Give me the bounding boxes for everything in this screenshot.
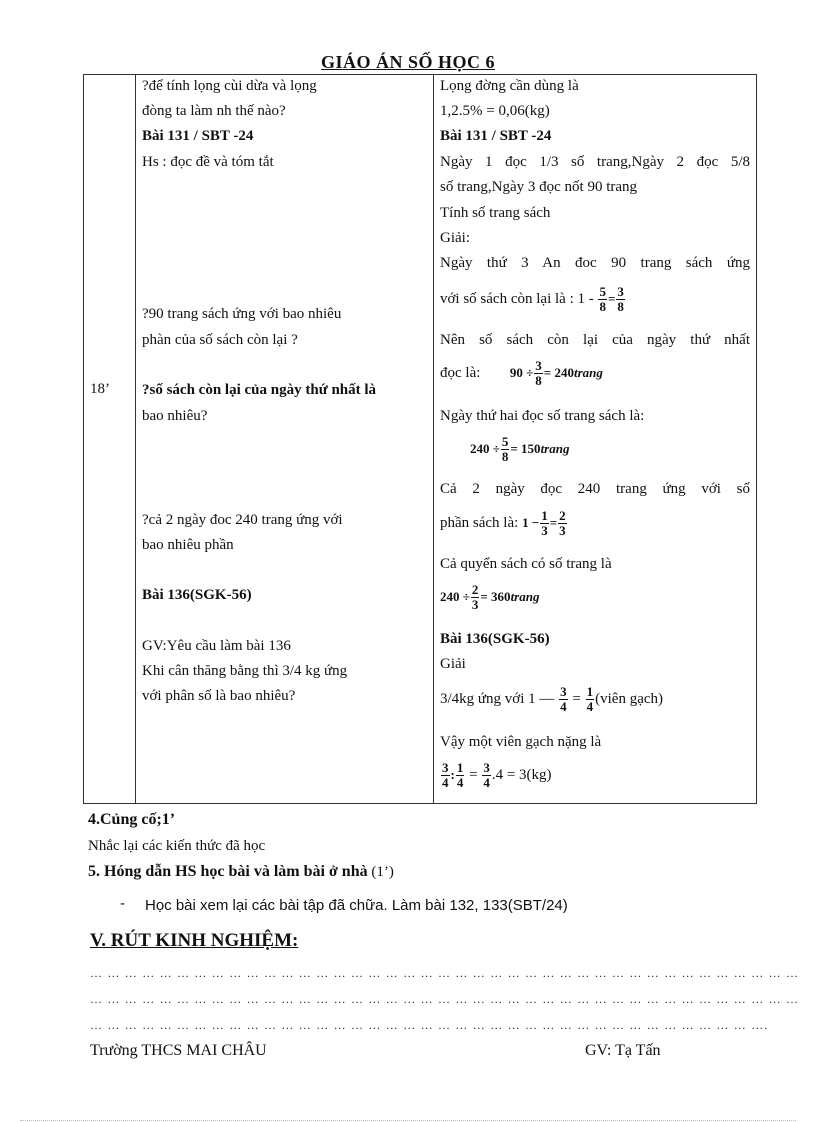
fraction-numerator: 3 (617, 284, 624, 299)
equals-sign: = (607, 290, 616, 306)
fraction-2-3 (558, 509, 567, 538)
teacher-line: bao nhiêu? (142, 408, 208, 424)
fraction-3-4 (482, 761, 491, 790)
teacher-line: ?số sách còn lại của ngày thứ nhất là (142, 382, 377, 398)
equals-sign: = (572, 690, 581, 707)
fraction-denominator: 3 (471, 597, 479, 612)
content-text: 3/4kg ứng với 1 — (440, 690, 555, 707)
dotted-line: … … … … … … … … … … … … … … … … … … … … … … … … … … … … … … … … … … … … … … … … … (90, 966, 800, 980)
content-line: Ngày 1 đọc 1/3 số trang,Ngày 2 đọc 5/8 (440, 154, 750, 170)
fraction-numerator: 3 (535, 358, 542, 373)
content-text: đọc là: (440, 364, 481, 381)
content-cell (434, 75, 757, 804)
section-4-text: Nhắc lại các kiến thức đã học (88, 838, 266, 854)
footer-teacher: GV: Tạ Tấn (585, 1042, 661, 1059)
fraction-denominator: 4 (586, 699, 594, 714)
homework-item: Học bài xem lại các bài tập đã chữa. Làm bài 132, 133(SBT/24) (145, 897, 568, 914)
teacher-line: Hs : đọc đề và tóm tắt (142, 154, 274, 170)
page-bottom-rule (20, 1120, 796, 1121)
teacher-line: Bài 136(SGK-56) (142, 587, 252, 603)
fraction-numerator: 1 (586, 684, 594, 699)
fraction-denominator: 3 (541, 523, 548, 538)
fraction-denominator: 8 (535, 373, 542, 388)
content-text: phần sách là: (440, 514, 519, 531)
fraction-denominator: 8 (617, 299, 624, 314)
fraction-numerator: 5 (599, 284, 606, 299)
content-line: Ngày thứ 3 An đoc 90 trang sách ứng (440, 255, 750, 271)
formula-line (440, 583, 750, 612)
fraction-denominator: 4 (560, 699, 567, 714)
content-line: Bài 136(SGK-56) (440, 631, 550, 647)
content-line: Giải: (440, 230, 470, 246)
lesson-table (83, 74, 757, 804)
formula-result: = 150 (510, 440, 541, 456)
content-line: Cả quyển sách có số trang là (440, 556, 612, 572)
section-5-title (88, 862, 394, 882)
content-line: 1,2.5% = 0,06(kg) (440, 103, 550, 119)
fraction-3-8 (534, 359, 543, 388)
teacher-line: bao nhiêu phần (142, 537, 234, 553)
content-line-with-formula (440, 359, 750, 388)
unit-trang: trang (510, 588, 540, 604)
fraction-numerator: 3 (442, 760, 449, 775)
fraction-numerator: 1 (541, 508, 548, 523)
content-line: Lọng đờng cần dùng là (440, 78, 579, 94)
dotted-line: … … … … … … … … … … … … … … … … … … … … … … … … … … … … … … … … … … … … … … …. (90, 1018, 769, 1032)
teacher-line: đòng ta làm nh thế nào? (142, 103, 286, 119)
bullet-marker: - (120, 895, 125, 912)
formula-text: 1 − (522, 514, 540, 530)
fraction-numerator: 2 (559, 508, 566, 523)
content-text: .4 = 3(kg) (491, 766, 552, 783)
formula-text: 240 ÷ (470, 440, 500, 456)
content-line-with-formula (440, 509, 750, 538)
formula-text: 90 ÷ (509, 364, 534, 380)
teacher-line: phàn của số sách còn lại ? (142, 332, 298, 348)
content-line: Tính số trang sách (440, 205, 551, 221)
content-line-with-fraction (440, 761, 750, 790)
fraction-denominator: 4 (456, 775, 464, 790)
formula-text: 240 ÷ (440, 588, 470, 604)
fraction-3-8 (616, 285, 625, 314)
teacher-line: Bài 131 / SBT -24 (142, 128, 254, 144)
fraction-3-4 (559, 685, 568, 714)
section-4-title (88, 810, 175, 830)
unit-trang: trang (573, 364, 603, 380)
fraction-denominator: 8 (501, 449, 509, 464)
fraction-2-3 (471, 583, 480, 612)
unit-trang: trang (540, 440, 570, 456)
teacher-activity-cell (136, 75, 434, 804)
content-line: số trang,Ngày 3 đọc nốt 90 trang (440, 179, 638, 195)
formula-line (470, 435, 750, 464)
content-line: Giải (440, 656, 466, 672)
content-line-with-fraction (440, 285, 750, 314)
time-label: 18’ (90, 381, 110, 397)
formula-result: = 240 (543, 364, 574, 380)
fraction-1-3 (540, 509, 549, 538)
teacher-line: với phân số là bao nhiêu? (142, 688, 296, 704)
colon-sign: : (450, 766, 455, 782)
fraction-numerator: 3 (560, 684, 567, 699)
content-line: Ngày thứ hai đọc số trang sách là: (440, 408, 645, 424)
content-line: Bài 131 / SBT -24 (440, 128, 552, 144)
content-text: (viên gạch) (595, 690, 664, 707)
fraction-numerator: 2 (471, 582, 479, 597)
equals-sign: = (469, 766, 478, 783)
fraction-denominator: 3 (559, 523, 566, 538)
section-4-heading: 4.Củng cố;1’ (88, 811, 176, 828)
fraction-denominator: 8 (599, 299, 606, 314)
fraction-1-4 (586, 685, 595, 714)
fraction-1-4 (456, 761, 465, 790)
footer-school: Trường THCS MAI CHÂU (90, 1042, 267, 1059)
formula-result: = 360 (480, 588, 511, 604)
content-line: Cả 2 ngày đọc 240 trang ứng với số (440, 481, 750, 497)
equals-sign: = (549, 514, 558, 530)
dotted-line: … … … … … … … … … … … … … … … … … … … … … … … … … … … … … … … … … … … … … … … … … (90, 992, 800, 1006)
content-text: với số sách còn lại là : 1 - (440, 290, 594, 307)
teacher-line: ?cả 2 ngày đoc 240 trang ứng với (142, 512, 343, 528)
teacher-line: Khi cân thăng bằng thì 3/4 kg ứng (142, 663, 348, 679)
teacher-line: GV:Yêu cầu làm bài 136 (142, 638, 291, 654)
fraction-5-8 (598, 285, 607, 314)
fraction-5-8 (501, 435, 510, 464)
section-5-heading: 5. Hóng dẫn HS học bài và làm bài ở nhà (88, 863, 368, 880)
time-cell (84, 75, 136, 804)
section-5-time: (1’) (367, 864, 394, 880)
fraction-numerator: 5 (501, 434, 509, 449)
fraction-denominator: 4 (483, 775, 490, 790)
content-line: Vậy một viên gạch nặng là (440, 734, 602, 750)
fraction-denominator: 4 (442, 775, 449, 790)
teacher-line: ?để tính lọng cùi dừa và lọng (142, 78, 317, 94)
fraction-3-4 (441, 761, 450, 790)
content-line-with-fraction (440, 685, 750, 714)
table-row (84, 75, 757, 804)
content-line: Nên số sách còn lại của ngày thứ nhất (440, 332, 750, 348)
fraction-numerator: 3 (483, 760, 490, 775)
page-title: GIÁO ÁN SỐ HỌC 6 (320, 52, 496, 72)
fraction-numerator: 1 (456, 760, 464, 775)
teacher-line: ?90 trang sách ứng với bao nhiêu (142, 306, 342, 322)
section-v-title: V. RÚT KINH NGHIỆM: (90, 930, 299, 951)
